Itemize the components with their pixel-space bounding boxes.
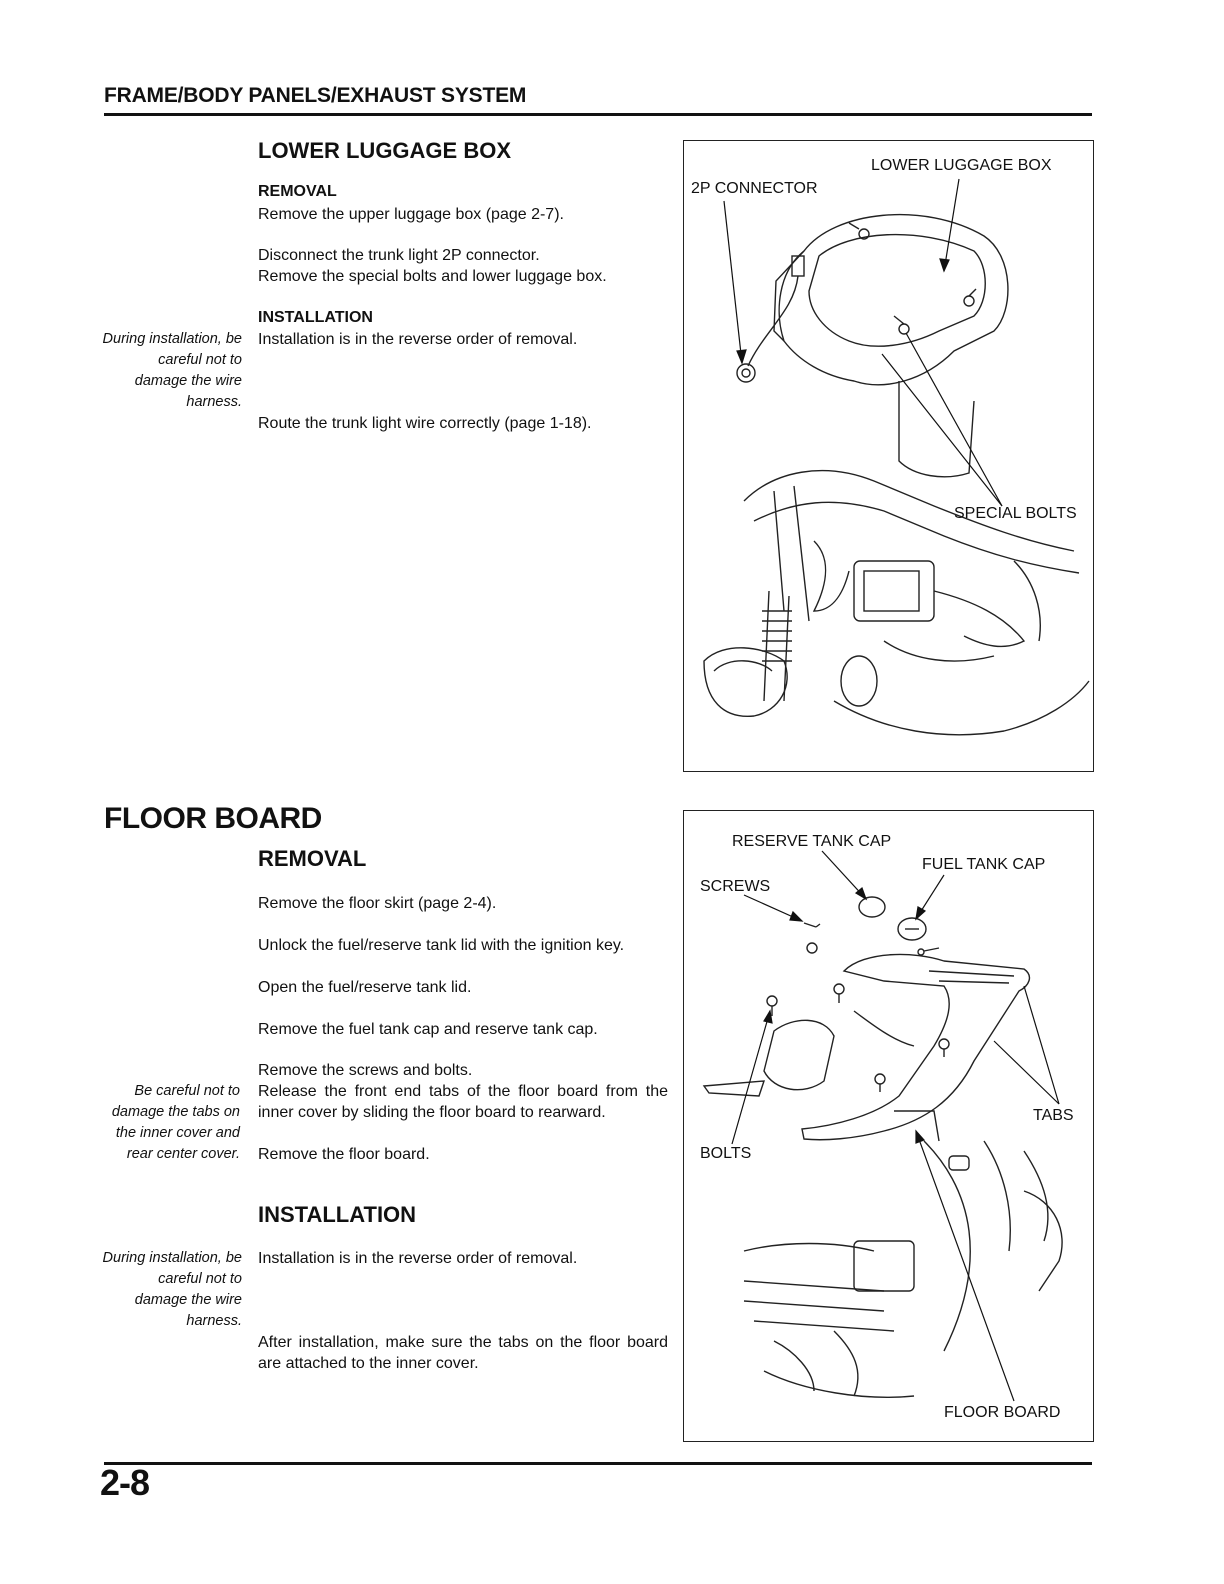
removal-step: Release the front end tabs of the floor board from the inner cover by sliding the floor board to rearward. xyxy=(258,1083,668,1121)
figure-label: 2P CONNECTOR xyxy=(691,180,818,197)
footer-divider xyxy=(104,1462,1092,1465)
removal-step: Disconnect the trunk light 2P connector. xyxy=(258,247,540,264)
figure-label: SPECIAL BOLTS xyxy=(954,505,1077,522)
floor-board-heading: FLOOR BOARD xyxy=(104,802,322,835)
lower-luggage-box-heading: LOWER LUGGAGE BOX xyxy=(258,138,511,163)
floor-board-figure xyxy=(683,810,1094,1442)
side-note: Be careful not to damage the tabs on the inner cover and rear center cover. xyxy=(111,1083,240,1162)
floor-board-illustration xyxy=(684,811,1093,1441)
figure-label: FLOOR BOARD xyxy=(944,1404,1061,1421)
page-number: 2-8 xyxy=(100,1462,150,1503)
removal-subheading: REMOVAL xyxy=(258,846,367,871)
removal-step: Remove the upper luggage box (page 2-7). xyxy=(258,206,564,223)
header-divider xyxy=(104,113,1092,116)
lower-luggage-box-figure xyxy=(683,140,1094,772)
removal-step: Remove the fuel tank cap and reserve tank cap. xyxy=(258,1021,598,1038)
removal-step: Remove the floor board. xyxy=(258,1146,430,1163)
installation-step: After installation, make sure the tabs on the floor board are attached to the inner cover. xyxy=(258,1334,668,1372)
figure-label: RESERVE TANK CAP xyxy=(732,833,892,850)
removal-step: Remove the special bolts and lower luggage box. xyxy=(258,268,607,285)
side-note: During installation, be careful not to damage the wire harness. xyxy=(102,1250,242,1329)
removal-step: Remove the screws and bolts. xyxy=(258,1062,473,1079)
removal-step: Remove the floor skirt (page 2-4). xyxy=(258,895,497,912)
figure-label: SCREWS xyxy=(700,878,771,895)
installation-subheading: INSTALLATION xyxy=(258,309,373,326)
installation-step: Installation is in the reverse order of removal. xyxy=(258,1250,578,1267)
figure-label: LOWER LUGGAGE BOX xyxy=(871,157,1052,174)
removal-step: Unlock the fuel/reserve tank lid with the ignition key. xyxy=(258,937,625,954)
removal-step: Open the fuel/reserve tank lid. xyxy=(258,979,472,996)
installation-step: Installation is in the reverse order of removal. xyxy=(258,331,578,348)
removal-subheading: REMOVAL xyxy=(258,183,337,200)
section-title: FRAME/BODY PANELS/EXHAUST SYSTEM xyxy=(104,84,527,107)
figure-label: FUEL TANK CAP xyxy=(922,856,1046,873)
side-note: During installation, be careful not to damage the wire harness. xyxy=(102,331,242,410)
lower-luggage-box-illustration xyxy=(684,141,1093,771)
figure-label: BOLTS xyxy=(700,1145,752,1162)
installation-step: Route the trunk light wire correctly (page 1-18). xyxy=(258,415,592,432)
installation-subheading: INSTALLATION xyxy=(258,1202,417,1227)
figure-label: TABS xyxy=(1033,1107,1074,1124)
